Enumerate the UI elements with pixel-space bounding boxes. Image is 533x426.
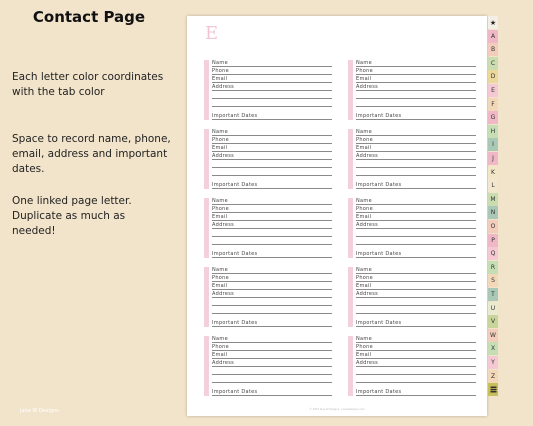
info-panel [0,0,178,426]
address-line[interactable] [356,106,476,107]
address-line[interactable] [212,98,332,99]
address-line[interactable] [356,236,476,237]
contact-card [204,60,332,120]
tab-u[interactable]: U [488,302,498,315]
address-field[interactable]: Address [356,153,476,160]
tab-l[interactable]: L [488,179,498,192]
tab-t[interactable]: T [488,288,498,301]
address-line[interactable] [356,167,476,168]
important-dates-field[interactable]: Important Dates [212,182,332,189]
tab-o[interactable]: O [488,220,498,233]
email-field[interactable]: Email [212,283,332,290]
address-line[interactable] [356,244,476,245]
info-paragraph-color: Each letter color coordinates with the tab color [12,71,164,98]
email-field[interactable]: Email [356,283,476,290]
tab-b[interactable]: B [488,43,498,56]
address-field[interactable]: Address [212,222,332,229]
card-color-bar [348,336,353,396]
important-dates-field[interactable]: Important Dates [356,182,476,189]
tab-m[interactable]: M [488,193,498,206]
email-field[interactable]: Email [212,145,332,152]
name-field[interactable]: Name [356,60,476,67]
address-line[interactable] [212,305,332,306]
card-color-bar [204,129,209,189]
address-field[interactable]: Address [212,153,332,160]
important-dates-field[interactable]: Important Dates [356,389,476,396]
address-field[interactable]: Address [356,222,476,229]
tab-v[interactable]: V [488,315,498,328]
address-line[interactable] [212,106,332,107]
phone-field[interactable]: Phone [212,206,332,213]
address-line[interactable] [212,167,332,168]
card-color-bar [204,198,209,258]
tab-x[interactable]: X [488,342,498,355]
address-line[interactable] [212,374,332,375]
tab-n[interactable]: N [488,206,498,219]
contact-card [348,60,476,120]
info-paragraph-linking: One linked page letter. Duplicate as much as needed! [12,195,132,237]
address-line[interactable] [356,98,476,99]
tab-z[interactable]: Z [488,370,498,383]
address-field[interactable]: Address [356,291,476,298]
email-field[interactable]: Email [356,76,476,83]
important-dates-field[interactable]: Important Dates [212,251,332,258]
tab-p[interactable]: P [488,234,498,247]
name-field[interactable]: Name [356,129,476,136]
phone-field[interactable]: Phone [356,137,476,144]
stack-icon[interactable] [488,383,498,396]
important-dates-field[interactable]: Important Dates [356,320,476,327]
tab-i[interactable]: I [488,138,498,151]
card-color-bar [348,60,353,120]
phone-field[interactable]: Phone [356,344,476,351]
tab-a[interactable]: A [488,30,498,43]
address-field[interactable]: Address [356,84,476,91]
card-color-bar [204,336,209,396]
address-line[interactable] [356,313,476,314]
tab-e[interactable]: E [488,84,498,97]
important-dates-field[interactable]: Important Dates [212,113,332,120]
name-field[interactable]: Name [356,267,476,274]
tab-h[interactable]: H [488,125,498,138]
address-line[interactable] [212,244,332,245]
contact-card [204,267,332,327]
name-field[interactable]: Name [212,198,332,205]
brand-label: Jane W Designs [20,408,59,414]
address-line[interactable] [212,175,332,176]
page-letter[interactable]: E [205,23,219,44]
contact-card [348,198,476,258]
star-icon[interactable]: ★ [488,16,498,29]
name-field[interactable]: Name [212,267,332,274]
email-field[interactable]: Email [356,214,476,221]
name-field[interactable]: Name [356,198,476,205]
tab-w[interactable]: W [488,329,498,342]
contact-card [348,336,476,396]
contact-page [187,16,487,416]
card-color-bar [348,198,353,258]
page-footer: © 2023 Jane W Designs · janewdesigns.com [309,408,365,411]
address-line[interactable] [212,382,332,383]
address-line[interactable] [356,305,476,306]
address-line[interactable] [212,313,332,314]
contact-card [204,129,332,189]
phone-field[interactable]: Phone [356,68,476,75]
tab-r[interactable]: R [488,261,498,274]
card-color-bar [348,267,353,327]
name-field[interactable]: Name [212,60,332,67]
info-title: Contact Page [32,8,146,26]
info-paragraph-fields: Space to record name, phone, email, address and important dates. [12,133,171,175]
important-dates-field[interactable]: Important Dates [212,320,332,327]
email-field[interactable]: Email [212,76,332,83]
tab-c[interactable]: C [488,57,498,70]
email-field[interactable]: Email [356,145,476,152]
tab-y[interactable]: Y [488,356,498,369]
phone-field[interactable]: Phone [212,68,332,75]
important-dates-field[interactable]: Important Dates [356,251,476,258]
tab-q[interactable]: Q [488,247,498,260]
important-dates-field[interactable]: Important Dates [356,113,476,120]
card-color-bar [204,60,209,120]
address-line[interactable] [212,236,332,237]
email-field[interactable]: Email [356,352,476,359]
phone-field[interactable]: Phone [356,206,476,213]
tab-d[interactable]: D [488,70,498,83]
tab-f[interactable]: F [488,98,498,111]
address-line[interactable] [356,374,476,375]
name-field[interactable]: Name [356,336,476,343]
address-field[interactable]: Address [212,291,332,298]
name-field[interactable]: Name [212,129,332,136]
phone-field[interactable]: Phone [356,275,476,282]
important-dates-field[interactable]: Important Dates [212,389,332,396]
tab-j[interactable]: J [488,152,498,165]
tab-g[interactable]: G [488,111,498,124]
contact-card [204,198,332,258]
address-field[interactable]: Address [212,84,332,91]
contact-card [348,129,476,189]
phone-field[interactable]: Phone [212,137,332,144]
contact-card [204,336,332,396]
card-color-bar [348,129,353,189]
address-line[interactable] [356,175,476,176]
address-field[interactable]: Address [212,360,332,367]
tab-s[interactable]: S [488,274,498,287]
email-field[interactable]: Email [212,352,332,359]
phone-field[interactable]: Phone [212,275,332,282]
tab-k[interactable]: K [488,166,498,179]
email-field[interactable]: Email [212,214,332,221]
phone-field[interactable]: Phone [212,344,332,351]
name-field[interactable]: Name [212,336,332,343]
contact-card [348,267,476,327]
address-field[interactable]: Address [356,360,476,367]
card-color-bar [204,267,209,327]
address-line[interactable] [356,382,476,383]
